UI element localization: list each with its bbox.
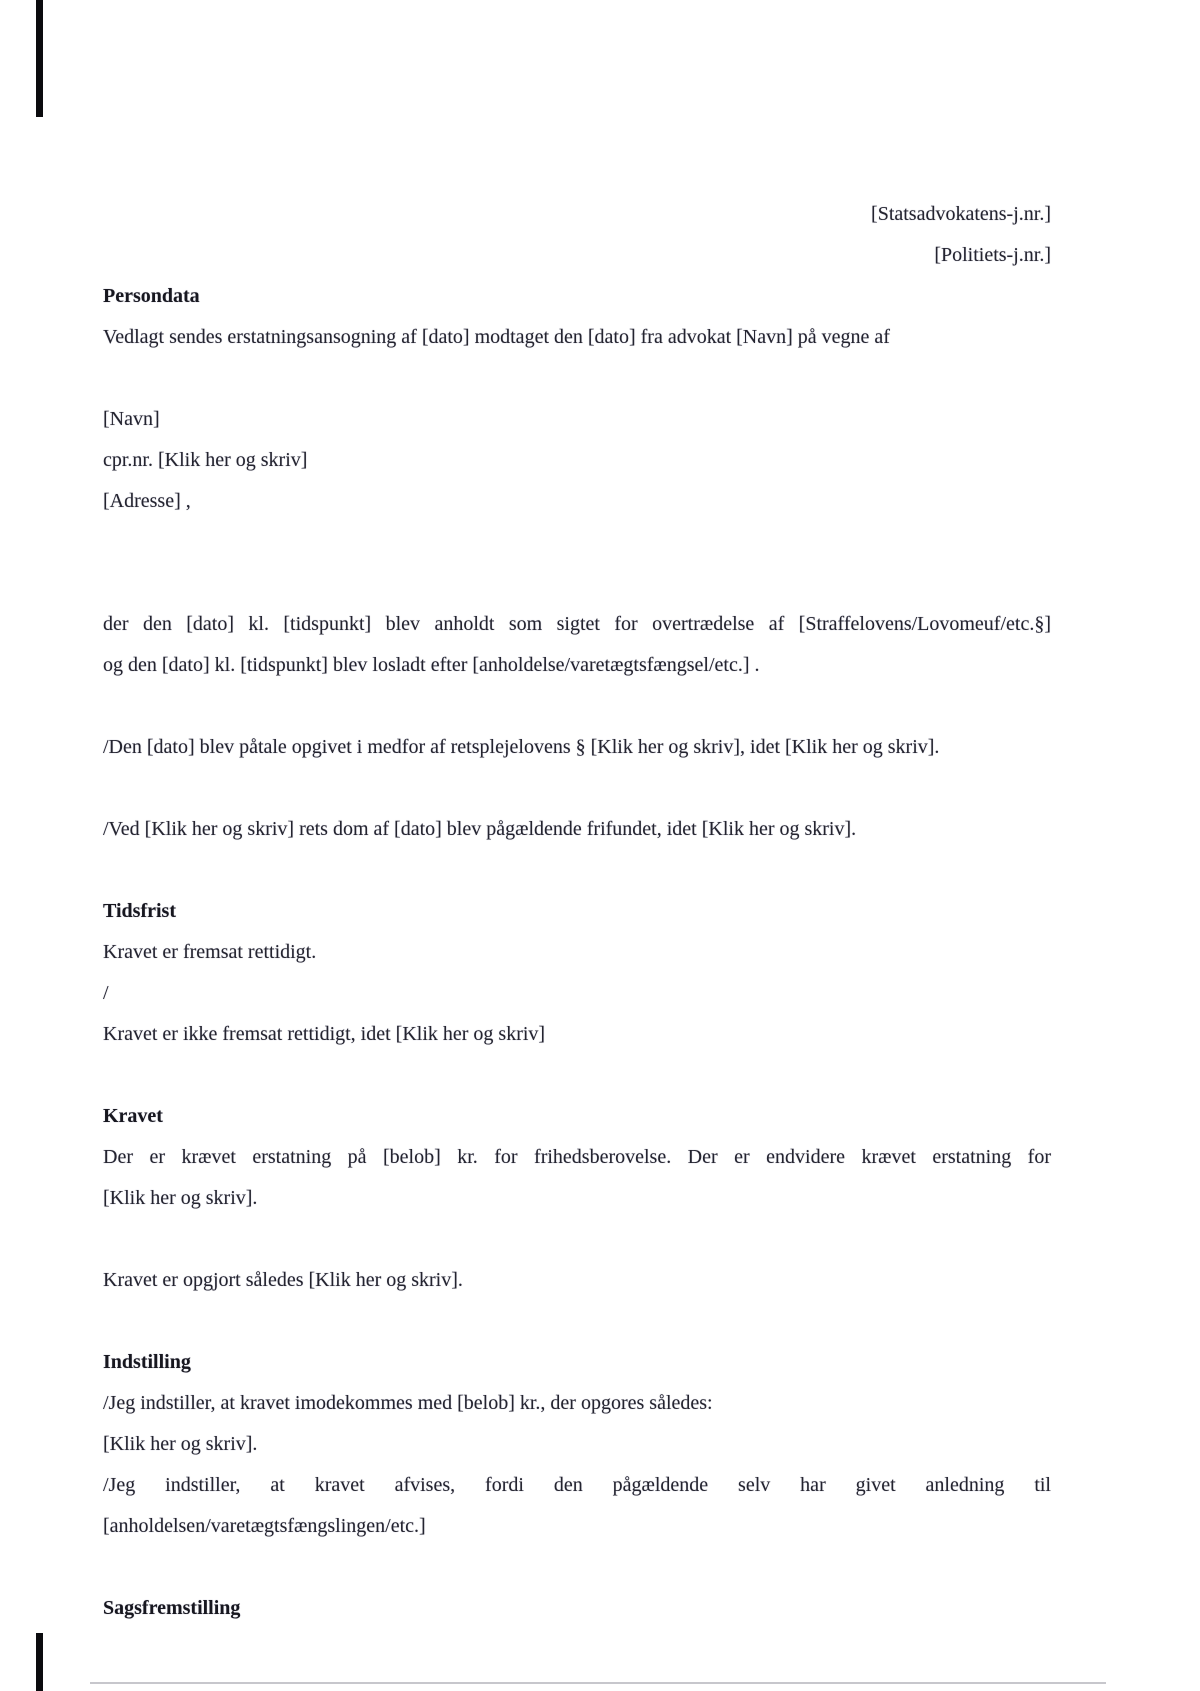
section-heading-persondata: Persondata bbox=[103, 285, 200, 307]
placeholder-cpr[interactable]: cpr.nr. [Klik her og skriv] bbox=[103, 449, 308, 471]
section-heading-kravet: Kravet bbox=[103, 1105, 163, 1127]
spacer bbox=[103, 522, 1051, 604]
paragraph-claim-line1: Der er krævet erstatning på [belob] kr. for frihedsberovelse. Der er endvidere krævet erstatning for bbox=[103, 1146, 1051, 1168]
paragraph-recommend-reject-line1: /Jeg indstiller, at kravet afvises, fordi den pågældende selv har givet anledning til bbox=[103, 1474, 1051, 1496]
document-page bbox=[103, 0, 1051, 1629]
paragraph-release: og den [dato] kl. [tidspunkt] blev losladt efter [anholdelse/varetægtsfængsel/etc.] . bbox=[103, 654, 760, 676]
spacer bbox=[103, 1055, 1051, 1096]
statsadvokat-journal-number: [Statsadvokatens-j.nr.] bbox=[871, 203, 1051, 225]
paragraph-timely: Kravet er fremsat rettidigt. bbox=[103, 941, 317, 963]
paragraph-not-timely: Kravet er ikke fremsat rettidigt, idet [Klik her og skriv] bbox=[103, 1023, 546, 1045]
spacer bbox=[103, 768, 1051, 809]
politi-journal-number: [Politiets-j.nr.] bbox=[934, 244, 1051, 266]
section-heading-tidsfrist: Tidsfrist bbox=[103, 900, 176, 922]
scan-artifact-top-left bbox=[36, 0, 43, 117]
paragraph-claim-calculation: Kravet er opgjort således [Klik her og skriv]. bbox=[103, 1269, 463, 1291]
placeholder-accept-detail[interactable]: [Klik her og skriv]. bbox=[103, 1433, 258, 1455]
placeholder-claim-detail[interactable]: [Klik her og skriv]. bbox=[103, 1187, 258, 1209]
paragraph-recommend-reject-line2: [anholdelsen/varetægtsfængslingen/etc.] bbox=[103, 1515, 426, 1537]
placeholder-address[interactable]: [Adresse] , bbox=[103, 490, 191, 512]
paragraph-arrest: der den [dato] kl. [tidspunkt] blev anholdt som sigtet for overtrædelse af [Straffelovens/Lovomeuf/etc.§] bbox=[103, 613, 1051, 635]
spacer bbox=[103, 850, 1051, 891]
paragraph-charge-dropped: /Den [dato] blev påtale opgivet i medfor af retsplejelovens § [Klik her og skriv], idet [Klik her og skriv]. bbox=[103, 736, 940, 758]
alternative-separator: / bbox=[103, 982, 109, 1004]
page-bottom-rule bbox=[90, 1682, 1106, 1684]
scan-artifact-bottom-left bbox=[36, 1633, 43, 1691]
spacer bbox=[103, 1547, 1051, 1588]
spacer bbox=[103, 358, 1051, 399]
placeholder-name[interactable]: [Navn] bbox=[103, 408, 160, 430]
spacer bbox=[103, 1301, 1051, 1342]
paragraph-intro: Vedlagt sendes erstatningsansogning af [dato] modtaget den [dato] fra advokat [Navn] på vegne af bbox=[103, 326, 890, 348]
section-heading-sagsfremstilling: Sagsfremstilling bbox=[103, 1597, 241, 1619]
section-heading-indstilling: Indstilling bbox=[103, 1351, 191, 1373]
paragraph-acquittal: /Ved [Klik her og skriv] rets dom af [dato] blev pågældende frifundet, idet [Klik her og skriv]. bbox=[103, 818, 857, 840]
spacer bbox=[103, 686, 1051, 727]
paragraph-recommend-accept: /Jeg indstiller, at kravet imodekommes med [belob] kr., der opgores således: bbox=[103, 1392, 713, 1414]
spacer bbox=[103, 1219, 1051, 1260]
